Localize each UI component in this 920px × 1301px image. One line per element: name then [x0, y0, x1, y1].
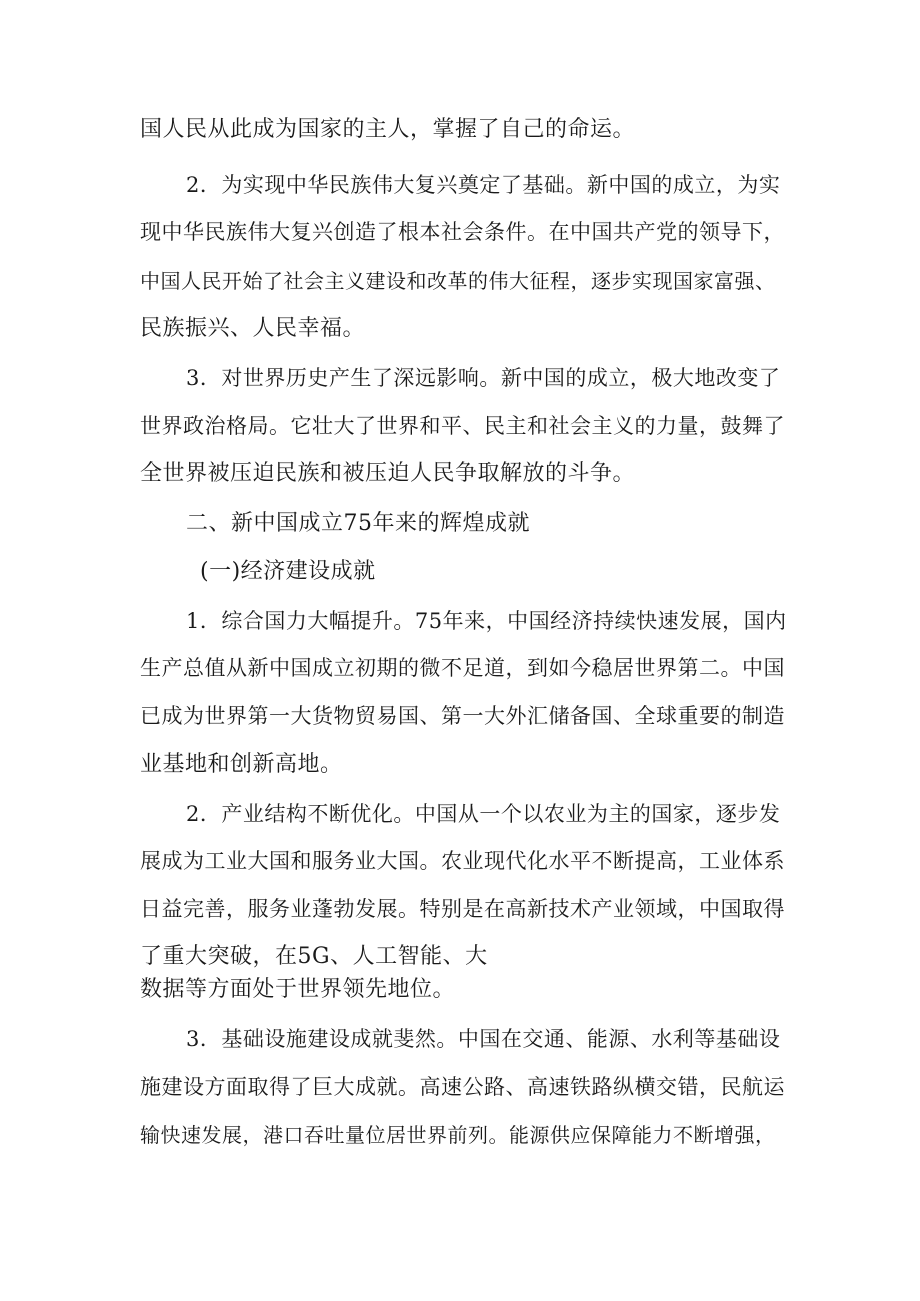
- text-line: 输快速发展，港口吞吐量位居世界前列。能源供应保障能力不断增强，: [140, 1123, 776, 1147]
- text-line: 现中华民族伟大复兴创造了根本社会条件。在中国共产党的领导下，: [140, 220, 785, 244]
- text-line: 施建设方面取得了巨大成就。高速公路、高速铁路纵横交错，民航运: [140, 1075, 785, 1099]
- text-line: 数据等方面处于世界领先地位。: [140, 977, 456, 1002]
- text-line: 展成为工业大国和服务业大国。农业现代化水平不断提高，工业体系: [140, 849, 785, 873]
- text-line: 民族振兴、人民幸福。: [140, 316, 366, 341]
- text-line: 全世界被压迫民族和被压迫人民争取解放的斗争。: [140, 461, 636, 486]
- text-line: 2．为实现中华民族伟大复兴奠定了基础。新中国的成立，为实: [186, 173, 781, 197]
- section-heading: 二、新中国成立75年来的辉煌成就: [186, 511, 530, 536]
- text-line: 业基地和创新高地。: [140, 752, 343, 777]
- text-line: 2．产业结构不断优化。中国从一个以农业为主的国家，逐步发: [186, 802, 781, 826]
- text-line: 日益完善，服务业蓬勃发展。特别是在高新技术产业领域，中国取得: [140, 897, 785, 921]
- text-line: 3．对世界历史产生了深远影响。新中国的成立，极大地改变了: [186, 366, 781, 390]
- text-line: 1．综合国力大幅提升。75年来，中国经济持续快速发展，国内: [186, 609, 787, 633]
- text-line: 中国人民开始了社会主义建设和改革的伟大征程，逐步实现国家富强、: [140, 269, 776, 293]
- text-line: 世界政治格局。它壮大了世界和平、民主和社会主义的力量，鼓舞了: [140, 414, 785, 438]
- text-line: 了重大突破，在5G、人工智能、大: [140, 944, 488, 969]
- subsection-heading: (一)经济建设成就: [200, 559, 376, 584]
- text-line: 国人民从此成为国家的主人，掌握了自己的命运。: [140, 117, 636, 142]
- text-line: 已成为世界第一大货物贸易国、第一大外汇储备国、全球重要的制造: [140, 704, 785, 728]
- text-line: 生产总值从新中国成立初期的微不足道，到如今稳居世界第二。中国: [140, 656, 785, 680]
- text-line: 3．基础设施建设成就斐然。中国在交通、能源、水利等基础设: [186, 1027, 781, 1051]
